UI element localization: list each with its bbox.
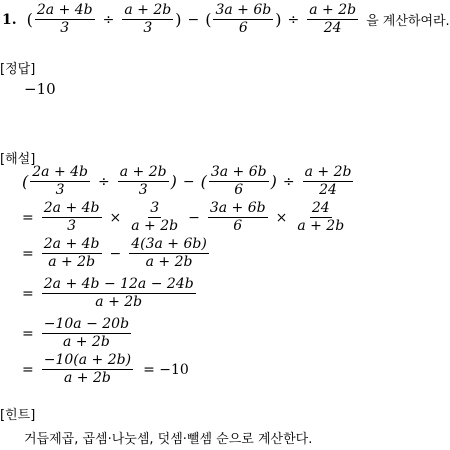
close-paren: )	[175, 10, 182, 29]
solution-line-1: ( $\frac{2a + 4b}{3}$ ÷ $\frac{a + 2b}{3}$ ) − ( $\frac{3a + 6b}{6}$ ) ÷ $\frac{a + 2b}{24}$	[22, 164, 352, 198]
fraction: $\frac{2a + 4b}{3}$	[36, 2, 93, 36]
open-paren: (	[205, 10, 212, 29]
problem-number: 1.	[2, 11, 17, 28]
solution-line-2: = $\frac{2a + 4b}{3}$ × $\frac{3}{a + 2b}$ − $\frac{3a + 6b}{6}$ × $\frac{24}{a + 2b}$	[22, 200, 345, 234]
hint-text: 거듭제곱, 곱셈·나눗셈, 덧셈·뺄셈 순으로 계산한다.	[24, 432, 313, 447]
solution-line-5: = $\frac{-10a - 20b}{a + 2b}$	[22, 316, 130, 350]
divide-operator: ÷	[287, 11, 300, 28]
divide-operator: ÷	[102, 11, 115, 28]
fraction: $\frac{a + 2b}{24}$	[309, 2, 357, 36]
fraction: $\frac{2a + 4b}{3}$	[43, 200, 100, 234]
solution-line-3: = $\frac{2a + 4b}{a + 2b}$ − $\frac{4(3a + 6b)}{a + 2b}$	[22, 236, 207, 270]
solution-line-6: = $\frac{-10(a + 2b)}{a + 2b}$ = −10	[22, 352, 189, 386]
final-result: = −10	[143, 361, 189, 378]
answer-label: [정답]	[0, 62, 36, 77]
hint-label: [힌트]	[0, 408, 36, 423]
fraction: $\frac{a + 2b}{24}$	[304, 164, 352, 198]
problem-statement	[2, 2, 450, 37]
fraction: $\frac{a + 2b}{3}$	[124, 2, 172, 36]
fraction: $\frac{-10(a + 2b)}{a + 2b}$	[43, 352, 132, 386]
fraction: $\frac{3a + 6b}{6}$	[210, 164, 267, 198]
fraction: $\frac{-10a - 20b}{a + 2b}$	[43, 316, 130, 350]
fraction: $\frac{3}{a + 2b}$	[131, 200, 179, 234]
solution-line-4: = $\frac{2a + 4b - 12a - 24b}{a + 2b}$	[22, 276, 194, 310]
minus-operator: −	[187, 11, 200, 28]
fraction: $\frac{4(3a + 6b)}{a + 2b}$	[131, 236, 207, 270]
fraction: $\frac{24}{a + 2b}$	[297, 200, 345, 234]
fraction: $\frac{2a + 4b - 12a - 24b}{a + 2b}$	[43, 276, 194, 310]
fraction: $\frac{3a + 6b}{6}$	[209, 200, 266, 234]
fraction: $\frac{2a + 4b}{a + 2b}$	[43, 236, 100, 270]
close-paren: )	[275, 10, 282, 29]
open-paren: (	[26, 10, 33, 29]
fraction: $\frac{a + 2b}{3}$	[119, 164, 167, 198]
answer-value: −10	[24, 80, 56, 98]
fraction: $\frac{3a + 6b}{6}$	[215, 2, 272, 36]
problem-instruction: 을 계산하여라.	[366, 14, 450, 29]
fraction: $\frac{2a + 4b}{3}$	[32, 164, 89, 198]
solution-label: [해설]	[0, 152, 36, 167]
